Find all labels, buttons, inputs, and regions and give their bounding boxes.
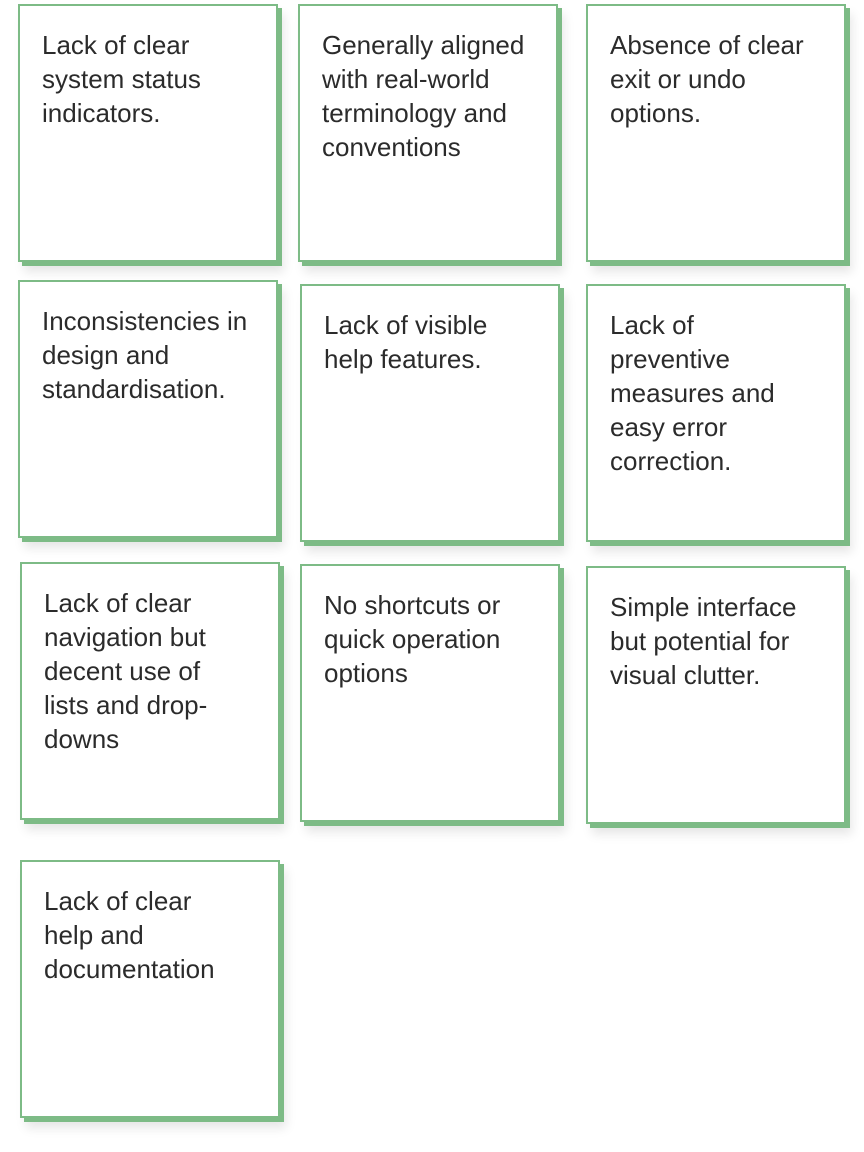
sticky-note-text: Lack of clear navigation but decent use of lists and drop-downs [44, 588, 208, 754]
sticky-note-text: Generally aligned with real-world terminology and conventions [322, 30, 525, 162]
sticky-note-text: Lack of preventive measures and easy error correction. [610, 310, 775, 476]
sticky-note-text: Inconsistencies in design and standardisation. [42, 306, 248, 404]
sticky-note [300, 564, 560, 822]
sticky-note-text: Simple interface but potential for visual clutter. [610, 592, 797, 690]
sticky-note [18, 280, 278, 538]
sticky-note [18, 4, 278, 262]
sticky-note [20, 860, 280, 1118]
sticky-note [298, 4, 558, 262]
sticky-note [586, 566, 846, 824]
sticky-note [586, 4, 846, 262]
sticky-note [586, 284, 846, 542]
sticky-note-text: Absence of clear exit or undo options. [610, 30, 804, 128]
sticky-note-text: Lack of clear system status indicators. [42, 30, 201, 128]
sticky-note-text: Lack of clear help and documentation [44, 886, 215, 984]
sticky-note [300, 284, 560, 542]
sticky-note-text: No shortcuts or quick operation options [324, 590, 501, 688]
sticky-note-text: Lack of visible help features. [324, 310, 488, 374]
sticky-note [20, 562, 280, 820]
